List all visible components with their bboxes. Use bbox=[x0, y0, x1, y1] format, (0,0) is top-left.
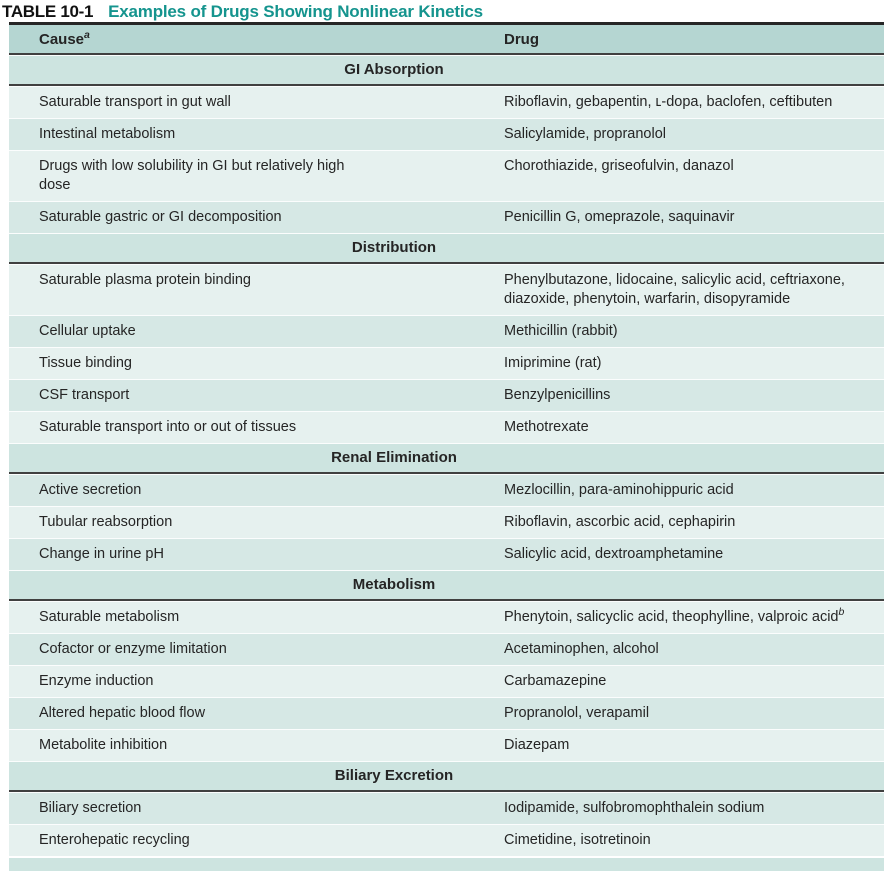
table-row bbox=[9, 538, 884, 570]
drug-footnote-marker: b bbox=[838, 606, 845, 619]
section-label: Renal Elimination bbox=[331, 449, 457, 466]
cause-cell: Cofactor or enzyme limitation bbox=[39, 641, 227, 657]
column-header-cause bbox=[9, 25, 492, 53]
drug-cell: Diazepam bbox=[504, 737, 570, 753]
drug-cell: Chorothiazide, griseofulvin, danazol bbox=[504, 158, 734, 174]
drug-cell: Benzylpenicillins bbox=[504, 387, 611, 403]
table-row bbox=[9, 729, 884, 761]
section-row bbox=[9, 761, 884, 792]
table-title bbox=[0, 0, 887, 22]
drug-cell: Phenytoin, salicyclic acid, theophylline, valproic acid$^b$ bbox=[504, 606, 845, 625]
cause-cell: Biliary secretion bbox=[39, 800, 142, 816]
table-number: TABLE 10-1 bbox=[2, 1, 94, 21]
drug-cell: Methotrexate bbox=[504, 419, 589, 435]
drug-cell: Salicylic acid, dextroamphetamine bbox=[504, 546, 724, 562]
section-label: Distribution bbox=[351, 239, 437, 256]
table-row bbox=[9, 824, 884, 856]
cause-cell: Altered hepatic blood flow bbox=[39, 705, 206, 721]
drug-cell: Riboflavin, gebapentin, ʟ-dopa, baclofen, ceftibuten bbox=[504, 94, 833, 110]
table-row bbox=[9, 633, 884, 665]
drug-cell: Phenylbutazone, lidocaine, salicylic acid, ceftriaxone, diazoxide, phenytoin, warfarin, disopyramide bbox=[504, 272, 845, 307]
section-row bbox=[9, 443, 884, 474]
drug-cell: Mezlocillin, para-aminohippuric acid bbox=[504, 482, 734, 498]
table-row bbox=[9, 86, 884, 118]
table-row bbox=[9, 506, 884, 538]
section-label: GI Absorption bbox=[344, 61, 444, 78]
cause-cell: Enzyme induction bbox=[39, 673, 154, 689]
cause-cell: Change in urine pH bbox=[39, 546, 164, 562]
table-row bbox=[9, 411, 884, 443]
table-bottom-strip bbox=[9, 856, 884, 871]
table-row bbox=[9, 665, 884, 697]
cause-cell: CSF transport bbox=[39, 387, 130, 403]
drug-cell: Riboflavin, ascorbic acid, cephapirin bbox=[504, 514, 736, 530]
drug-cell: Iodipamide, sulfobromophthalein sodium bbox=[504, 800, 765, 816]
column-header-drug bbox=[492, 25, 884, 53]
cause-cell: Saturable gastric or GI decomposition bbox=[39, 209, 282, 225]
table-row bbox=[9, 347, 884, 379]
cause-cell: Tissue binding bbox=[39, 355, 132, 371]
table-row bbox=[9, 118, 884, 150]
cause-cell: Drugs with low solubility in GI but relatively high dose bbox=[39, 158, 345, 193]
table-row bbox=[9, 201, 884, 233]
cause-header-label: Cause bbox=[39, 31, 85, 48]
table-row bbox=[9, 150, 884, 201]
table-row bbox=[9, 792, 884, 824]
section-row bbox=[9, 570, 884, 601]
drug-cell: Imiprimine (rat) bbox=[504, 355, 602, 371]
table-row bbox=[9, 474, 884, 506]
nonlinear-kinetics-table bbox=[9, 25, 884, 856]
cause-cell: Saturable metabolism bbox=[39, 609, 180, 625]
cause-cell: Intestinal metabolism bbox=[39, 126, 176, 142]
drug-cell: Methicillin (rabbit) bbox=[504, 323, 618, 339]
drug-cell: Carbamazepine bbox=[504, 673, 607, 689]
drug-cell: Penicillin G, omeprazole, saquinavir bbox=[504, 209, 735, 225]
drug-cell: Acetaminophen, alcohol bbox=[504, 641, 659, 657]
table-row bbox=[9, 315, 884, 347]
cause-cell: Saturable plasma protein binding bbox=[39, 272, 251, 288]
table-body bbox=[9, 55, 884, 856]
table-row bbox=[9, 601, 884, 633]
cause-cell: Metabolite inhibition bbox=[39, 737, 168, 753]
cause-cell: Active secretion bbox=[39, 482, 142, 498]
cause-cell: Saturable transport in gut wall bbox=[39, 94, 231, 110]
drug-cell: Propranolol, verapamil bbox=[504, 705, 650, 721]
table-row bbox=[9, 264, 884, 315]
drug-cell: Cimetidine, isotretinoin bbox=[504, 832, 651, 848]
drug-cell: Salicylamide, propranolol bbox=[504, 126, 666, 142]
cause-cell: Enterohepatic recycling bbox=[39, 832, 190, 848]
section-label: Biliary Excretion bbox=[334, 767, 454, 784]
table-heading: Examples of Drugs Showing Nonlinear Kinetics bbox=[108, 1, 483, 21]
cause-footnote-marker: a bbox=[84, 29, 90, 41]
table-header-row bbox=[9, 25, 884, 55]
cause-cell: Tubular reabsorption bbox=[39, 514, 173, 530]
cause-cell: Saturable transport into or out of tissues bbox=[39, 419, 297, 435]
cause-cell: Cellular uptake bbox=[39, 323, 136, 339]
section-row bbox=[9, 55, 884, 86]
section-label: Metabolism bbox=[352, 576, 436, 593]
table-row bbox=[9, 379, 884, 411]
section-row bbox=[9, 233, 884, 264]
table-row bbox=[9, 697, 884, 729]
drug-header-label: Drug bbox=[504, 31, 539, 48]
